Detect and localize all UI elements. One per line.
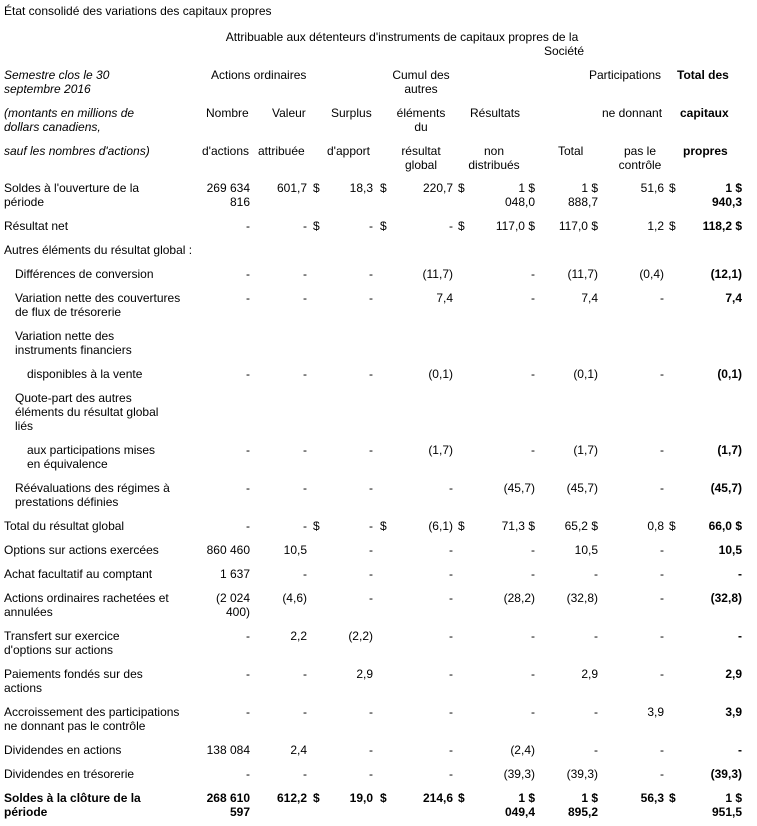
except-header: sauf les nombres d'actions) bbox=[4, 144, 150, 158]
cell-nombre: 268 610 bbox=[206, 791, 250, 805]
cell-nombre: (2 024 bbox=[215, 591, 250, 605]
cell-tcp: (39,3) bbox=[710, 767, 742, 781]
cell-nombre: - bbox=[246, 767, 250, 781]
row-label: ne donnant pas le contrôle bbox=[4, 719, 146, 733]
cell-tcp: 66,0 $ bbox=[708, 519, 742, 533]
cell-particip: 51,6 bbox=[640, 181, 664, 195]
cell-resultats: (39,3) bbox=[503, 767, 535, 781]
cell-tcp: - bbox=[738, 629, 742, 643]
cell-tcp: (45,7) bbox=[710, 481, 742, 495]
cell-surplus: - bbox=[369, 367, 373, 381]
header-ne-donnant: ne donnant bbox=[602, 106, 663, 120]
cell-valeur: - bbox=[303, 705, 307, 719]
cell-tcp: (32,8) bbox=[710, 591, 742, 605]
cell-surplus: - bbox=[369, 743, 373, 757]
header-attribuee: attribuée bbox=[258, 144, 305, 158]
cell-cumul: (6,1) bbox=[428, 519, 453, 533]
cell-valeur: 601,7 bbox=[276, 181, 307, 195]
cell-nombre: 860 460 bbox=[206, 543, 250, 557]
row-label: instruments financiers bbox=[15, 343, 132, 357]
cell-cumul: - bbox=[449, 629, 453, 643]
cell-cumul: - bbox=[449, 543, 453, 557]
cell-total: 2,9 bbox=[581, 667, 598, 681]
cell-particip: 1,2 bbox=[647, 219, 664, 233]
cell-nombre: 400) bbox=[225, 605, 250, 619]
header-resultat-global-line2: global bbox=[404, 158, 438, 172]
row-label: Total du résultat global bbox=[4, 519, 125, 533]
cell-total: - bbox=[594, 743, 598, 757]
cell-resultats: - bbox=[531, 443, 535, 457]
row-label: annulées bbox=[4, 605, 53, 619]
cell-cumul: - bbox=[449, 219, 453, 233]
cell-total: - bbox=[594, 567, 598, 581]
cell-resultats: (2,4) bbox=[510, 743, 535, 757]
cell-valeur: - bbox=[303, 567, 307, 581]
header-pas-le-controle-line2: contrôle bbox=[618, 158, 662, 172]
header-total: Total bbox=[558, 144, 584, 158]
cell-resultats: (28,2) bbox=[503, 591, 535, 605]
header-total-des: Total des bbox=[677, 68, 729, 82]
header-nombre: Nombre bbox=[206, 106, 249, 120]
cell-particip: - bbox=[660, 629, 664, 643]
cell-total: - bbox=[594, 705, 598, 719]
cell-cumul: - bbox=[449, 767, 453, 781]
cell-cumul: (1,7) bbox=[428, 443, 453, 457]
cell-surplus: 2,9 bbox=[356, 667, 373, 681]
cell-surplus: 18,3 bbox=[349, 181, 373, 195]
row-label: liés bbox=[15, 419, 34, 433]
attributable-header-line2: Société bbox=[543, 44, 584, 58]
row-label: d'options sur actions bbox=[4, 643, 114, 657]
cell-particip: - bbox=[660, 667, 664, 681]
cell-cumul: - bbox=[449, 481, 453, 495]
header-cumul-line1: Cumul des bbox=[392, 68, 450, 82]
row-label: prestations définies bbox=[15, 495, 119, 509]
cell-nombre: - bbox=[246, 367, 250, 381]
cell-resultats: (45,7) bbox=[503, 481, 535, 495]
currency-symbol: $ bbox=[458, 181, 465, 195]
row-label: en équivalence bbox=[27, 457, 108, 471]
cell-valeur: - bbox=[303, 519, 307, 533]
cell-particip: - bbox=[660, 543, 664, 557]
cell-cumul: - bbox=[449, 743, 453, 757]
row-label: Achat facultatif au comptant bbox=[4, 567, 153, 581]
cell-cumul: - bbox=[449, 591, 453, 605]
cell-resultats: - bbox=[531, 543, 535, 557]
cell-particip: - bbox=[660, 591, 664, 605]
currency-symbol: $ bbox=[458, 791, 465, 805]
cell-tcp: (1,7) bbox=[717, 443, 742, 457]
cell-cumul: 220,7 bbox=[422, 181, 453, 195]
cell-tcp: 10,5 bbox=[718, 543, 742, 557]
row-label: de flux de trésorerie bbox=[15, 305, 122, 319]
cell-nombre: 1 637 bbox=[219, 567, 250, 581]
cell-tcp: 940,3 bbox=[711, 195, 742, 209]
header-surplus: Surplus bbox=[331, 106, 372, 120]
cell-particip: 56,3 bbox=[640, 791, 664, 805]
cell-resultats: 117,0 $ bbox=[495, 219, 535, 233]
cell-tcp: (12,1) bbox=[710, 267, 742, 281]
row-label: Actions ordinaires rachetées et bbox=[4, 591, 169, 605]
header-resultat-global-line1: résultat bbox=[401, 144, 441, 158]
cell-valeur: - bbox=[303, 667, 307, 681]
cell-nombre: - bbox=[246, 667, 250, 681]
header-actions-ordinaires: Actions ordinaires bbox=[211, 68, 307, 82]
cell-valeur: 612,2 bbox=[276, 791, 307, 805]
cell-resultats: - bbox=[531, 291, 535, 305]
row-label: Différences de conversion bbox=[15, 267, 154, 281]
currency-symbol: $ bbox=[313, 519, 320, 533]
cell-resultats: - bbox=[531, 367, 535, 381]
cell-tcp: 7,4 bbox=[725, 291, 742, 305]
header-non-distribues-line1: non bbox=[483, 144, 505, 158]
cell-resultats: - bbox=[531, 629, 535, 643]
cell-valeur: (4,6) bbox=[282, 591, 307, 605]
currency-symbol: $ bbox=[669, 519, 676, 533]
currency-symbol: $ bbox=[313, 791, 320, 805]
cell-particip: (0,4) bbox=[639, 267, 664, 281]
row-label: éléments du résultat global bbox=[15, 405, 159, 419]
row-label: actions bbox=[4, 681, 43, 695]
cell-cumul: 7,4 bbox=[436, 291, 453, 305]
cell-cumul: (11,7) bbox=[422, 267, 453, 281]
row-label: Dividendes en trésorerie bbox=[4, 767, 135, 781]
cell-tcp: 951,5 bbox=[711, 805, 742, 819]
currency-symbol: $ bbox=[669, 791, 676, 805]
cell-resultats: 1 $ bbox=[518, 181, 535, 195]
cell-cumul: - bbox=[449, 567, 453, 581]
cell-particip: 3,9 bbox=[647, 705, 664, 719]
header-propres: propres bbox=[683, 144, 728, 158]
row-label: Accroissement des participations bbox=[4, 705, 180, 719]
header-non-distribues-line2: distribués bbox=[468, 158, 520, 172]
cell-surplus: - bbox=[369, 443, 373, 457]
row-label: Réévaluations des régimes à bbox=[15, 481, 170, 495]
cell-surplus: - bbox=[369, 219, 373, 233]
currency-symbol: $ bbox=[458, 219, 465, 233]
cell-valeur: - bbox=[303, 219, 307, 233]
cell-tcp: 1 $ bbox=[725, 791, 742, 805]
cell-nombre: - bbox=[246, 481, 250, 495]
row-label: période bbox=[4, 805, 48, 819]
cell-resultats: 048,0 bbox=[504, 195, 535, 209]
cell-total: 65,2 $ bbox=[564, 519, 598, 533]
cell-valeur: 2,2 bbox=[290, 629, 307, 643]
cell-resultats: 71,3 $ bbox=[501, 519, 535, 533]
row-label: Transfert sur exercice bbox=[4, 629, 120, 643]
row-label: Résultat net bbox=[4, 219, 69, 233]
cell-tcp: 1 $ bbox=[725, 181, 742, 195]
cell-nombre: - bbox=[246, 705, 250, 719]
cell-nombre: 138 084 bbox=[206, 743, 250, 757]
cell-total: 117,0 $ bbox=[558, 219, 598, 233]
row-label: aux participations mises bbox=[27, 443, 156, 457]
cell-surplus: - bbox=[369, 767, 373, 781]
header-dactions: d'actions bbox=[202, 144, 249, 158]
cell-cumul: 214,6 bbox=[422, 791, 453, 805]
cell-nombre: - bbox=[246, 519, 250, 533]
currency-symbol: $ bbox=[380, 791, 387, 805]
cell-valeur: 10,5 bbox=[283, 543, 307, 557]
cell-particip: 0,8 bbox=[647, 519, 664, 533]
cell-particip: - bbox=[660, 291, 664, 305]
cell-total: (32,8) bbox=[566, 591, 598, 605]
cell-particip: - bbox=[660, 443, 664, 457]
cell-tcp: - bbox=[738, 743, 742, 757]
cell-nombre: 816 bbox=[229, 195, 250, 209]
cell-total: 888,7 bbox=[567, 195, 598, 209]
cell-tcp: 2,9 bbox=[725, 667, 742, 681]
attributable-header-line1: Attribuable aux détenteurs d'instruments de capitaux propres de la bbox=[225, 30, 579, 44]
cell-cumul: (0,1) bbox=[428, 367, 453, 381]
row-label: Soldes à la clôture de la bbox=[4, 791, 141, 805]
cell-total: 1 $ bbox=[581, 791, 598, 805]
row-label: Soldes à l'ouverture de la bbox=[4, 181, 140, 195]
header-resultats: Résultats bbox=[470, 106, 521, 120]
row-label: Variation nette des couvertures bbox=[15, 291, 181, 305]
cell-total: 10,5 bbox=[574, 543, 598, 557]
cell-particip: - bbox=[660, 367, 664, 381]
currency-symbol: $ bbox=[669, 219, 676, 233]
row-label: disponibles à la vente bbox=[27, 367, 143, 381]
cell-surplus: - bbox=[369, 567, 373, 581]
header-dapport: d'apport bbox=[327, 144, 370, 158]
cell-valeur: - bbox=[303, 767, 307, 781]
cell-tcp: (0,1) bbox=[717, 367, 742, 381]
currency-symbol: $ bbox=[380, 219, 387, 233]
row-label: Variation nette des bbox=[15, 329, 115, 343]
cell-valeur: - bbox=[303, 291, 307, 305]
row-label: Dividendes en actions bbox=[4, 743, 122, 757]
units-header-line1: (montants en millions de bbox=[4, 106, 135, 120]
cell-particip: - bbox=[660, 743, 664, 757]
header-valeur: Valeur bbox=[272, 106, 306, 120]
cell-resultats: - bbox=[531, 667, 535, 681]
header-cumul-line2: autres bbox=[404, 82, 438, 96]
cell-valeur: - bbox=[303, 267, 307, 281]
row-label: Quote-part des autres bbox=[15, 391, 132, 405]
cell-valeur: - bbox=[303, 443, 307, 457]
cell-resultats: 1 $ bbox=[518, 791, 535, 805]
header-elements-line2: du bbox=[414, 120, 428, 134]
header-pas-le-controle-line1: pas le bbox=[623, 144, 657, 158]
cell-valeur: 2,4 bbox=[290, 743, 307, 757]
cell-valeur: - bbox=[303, 481, 307, 495]
cell-total: (45,7) bbox=[566, 481, 598, 495]
row-label: Paiements fondés sur des bbox=[4, 667, 143, 681]
currency-symbol: $ bbox=[380, 181, 387, 195]
cell-surplus: - bbox=[369, 481, 373, 495]
header-participations: Participations bbox=[589, 68, 662, 82]
cell-resultats: 049,4 bbox=[504, 805, 535, 819]
period-header-line1: Semestre clos le 30 bbox=[4, 68, 110, 82]
currency-symbol: $ bbox=[669, 181, 676, 195]
cell-total: (11,7) bbox=[567, 267, 598, 281]
currency-symbol: $ bbox=[380, 519, 387, 533]
cell-nombre: - bbox=[246, 443, 250, 457]
cell-resultats: - bbox=[531, 267, 535, 281]
cell-resultats: - bbox=[531, 705, 535, 719]
cell-total: (1,7) bbox=[573, 443, 598, 457]
cell-tcp: 118,2 $ bbox=[702, 219, 742, 233]
currency-symbol: $ bbox=[313, 181, 320, 195]
cell-nombre: 597 bbox=[229, 805, 250, 819]
cell-particip: - bbox=[660, 567, 664, 581]
cell-surplus: - bbox=[369, 705, 373, 719]
header-capitaux: capitaux bbox=[680, 106, 729, 120]
cell-nombre: 269 634 bbox=[206, 181, 250, 195]
cell-nombre: - bbox=[246, 629, 250, 643]
cell-surplus: - bbox=[369, 591, 373, 605]
cell-particip: - bbox=[660, 481, 664, 495]
period-header-line2: septembre 2016 bbox=[4, 82, 91, 96]
cell-surplus: - bbox=[369, 543, 373, 557]
row-label: Options sur actions exercées bbox=[4, 543, 159, 557]
units-header-line2: dollars canadiens, bbox=[4, 120, 101, 134]
cell-cumul: - bbox=[449, 667, 453, 681]
cell-nombre: - bbox=[246, 267, 250, 281]
statement-title: État consolidé des variations des capitaux propres bbox=[4, 4, 272, 18]
currency-symbol: $ bbox=[458, 519, 465, 533]
row-label: Autres éléments du résultat global : bbox=[4, 243, 193, 257]
cell-total: (0,1) bbox=[573, 367, 598, 381]
cell-total: (39,3) bbox=[566, 767, 598, 781]
cell-tcp: - bbox=[738, 567, 742, 581]
cell-total: - bbox=[594, 629, 598, 643]
cell-total: 7,4 bbox=[581, 291, 598, 305]
cell-surplus: - bbox=[369, 267, 373, 281]
cell-particip: - bbox=[660, 767, 664, 781]
cell-cumul: - bbox=[449, 705, 453, 719]
cell-nombre: - bbox=[246, 219, 250, 233]
cell-total: 895,2 bbox=[567, 805, 598, 819]
cell-valeur: - bbox=[303, 367, 307, 381]
row-label: période bbox=[4, 195, 45, 209]
cell-resultats: - bbox=[531, 567, 535, 581]
header-elements-line1: éléments bbox=[396, 106, 446, 120]
cell-surplus: 19,0 bbox=[349, 791, 373, 805]
cell-surplus: - bbox=[369, 291, 373, 305]
cell-surplus: (2,2) bbox=[348, 629, 373, 643]
cell-tcp: 3,9 bbox=[725, 705, 742, 719]
cell-nombre: - bbox=[246, 291, 250, 305]
currency-symbol: $ bbox=[313, 219, 320, 233]
cell-total: 1 $ bbox=[581, 181, 598, 195]
cell-surplus: - bbox=[369, 519, 373, 533]
